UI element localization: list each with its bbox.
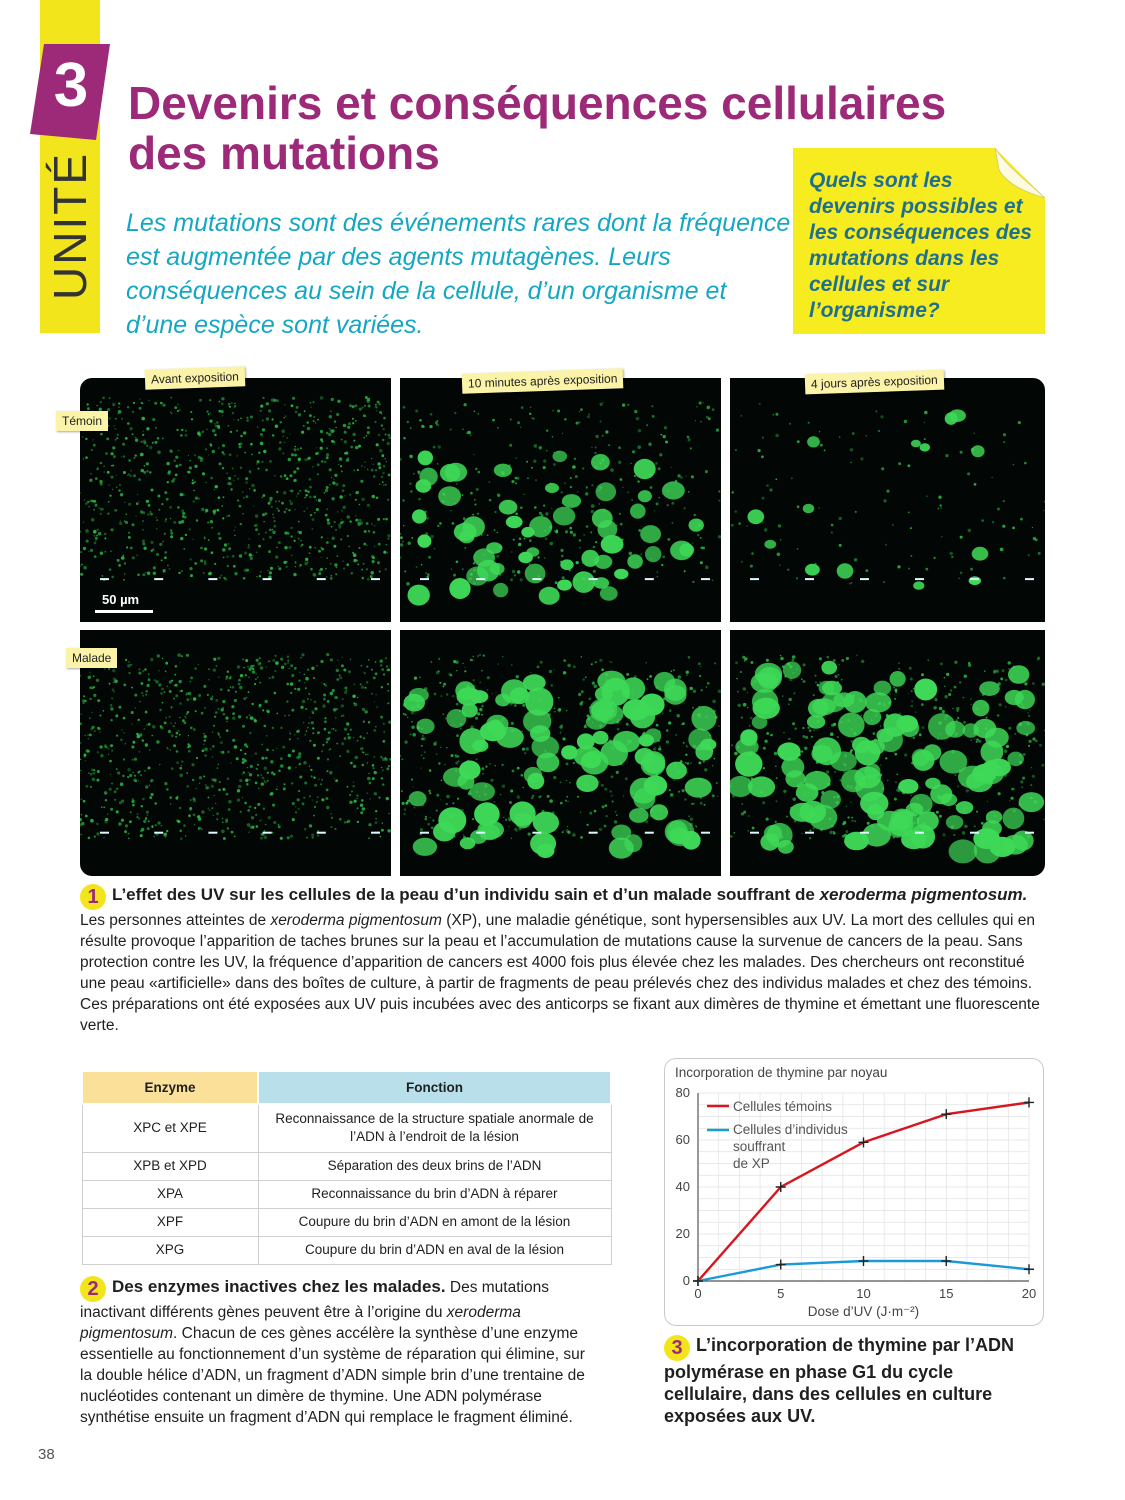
caption-1 bbox=[80, 884, 1040, 1036]
caption-2-number: 2 bbox=[80, 1276, 106, 1302]
caption-2-text-a: Des mutations inactivant différents gènes peuvent être à l’origine du bbox=[80, 1279, 549, 1321]
micrograph-texture bbox=[730, 378, 1045, 622]
table-cell-enzyme: XPA bbox=[82, 1180, 258, 1208]
data-point bbox=[859, 1137, 869, 1147]
caption-1-lead: L’effet des UV sur les cellules de la peau d’un individu sain et d’un malade souffrant de bbox=[112, 885, 820, 904]
micrograph-texture bbox=[400, 378, 721, 622]
table-header-enzyme: Enzyme bbox=[82, 1071, 258, 1104]
caption-1-text-b: (XP), une maladie génétique, sont hypersensibles aux UV. La mort des cellules qui en résulte provoque l’apparition de taches brunes sur la peau et l’accumulation de mutations cause la survenue de cancers de la peau. Sans protection contre les UV, la fréquence d’apparition de cancers est 4000 fois plus élevée chez les malades. Des chercheurs ont reconstitué une peau «artificielle» dans des boîtes de culture, à partir de fragments de peau prélevés chez des individus malades et chez des témoins. Ces préparations ont été exposées aux UV puis incubées avec des anticorps se fixant aux dimères de thymine et émettant une fluorescente verte. bbox=[80, 912, 1040, 1034]
x-tick-label: 5 bbox=[777, 1286, 785, 1301]
x-axis-label: Dose d’UV (J·m⁻²) bbox=[807, 1304, 920, 1319]
data-point bbox=[776, 1260, 786, 1270]
micrograph-texture bbox=[80, 378, 391, 622]
table-cell-enzyme: XPC et XPE bbox=[82, 1104, 258, 1152]
x-tick-label: 10 bbox=[856, 1286, 871, 1301]
scale-bar bbox=[95, 610, 153, 613]
chart-svg bbox=[665, 1059, 1045, 1327]
table-row bbox=[82, 1208, 611, 1236]
column-label-avant: Avant exposition bbox=[145, 366, 245, 389]
row-label-malade: Malade bbox=[66, 648, 117, 668]
table-row bbox=[82, 1180, 611, 1208]
column-label-10min: 10 minutes après exposition bbox=[462, 368, 624, 394]
x-tick-label: 15 bbox=[939, 1286, 954, 1301]
micrograph-malade-avant bbox=[80, 630, 391, 876]
question-box bbox=[793, 148, 1045, 334]
caption-2-text-a-italic: xeroderma pigmentosum bbox=[80, 1304, 521, 1342]
micrograph-texture bbox=[400, 630, 721, 876]
caption-1-text-a: Les personnes atteintes de bbox=[80, 912, 271, 929]
unit-number: 3 bbox=[53, 51, 89, 120]
question-text: Quels sont les devenirs possibles et les conséquences des mutations dans les cellules et sur l’organisme? bbox=[809, 169, 1032, 322]
scale-label: 50 µm bbox=[102, 592, 140, 607]
x-tick-label: 20 bbox=[1021, 1286, 1037, 1301]
intro-text: Les mutations sont des événements rares dont la fréquence est augmentée par des agents mutagènes. Leurs conséquences au sein de la cellule, d’un organisme et d’une espèce sont variées. bbox=[126, 209, 791, 339]
chart-title: Incorporation de thymine par noyau bbox=[675, 1065, 888, 1080]
page-title: Devenirs et conséquences cellulaires des mutations bbox=[128, 77, 947, 179]
caption-1-text-a-italic: xeroderma pigmentosum bbox=[270, 912, 442, 929]
table-row bbox=[82, 1236, 611, 1264]
data-point bbox=[1024, 1097, 1034, 1107]
legend-label-xp: Cellules d’individus souffrant de XP bbox=[733, 1122, 848, 1171]
y-tick-label: 40 bbox=[675, 1179, 690, 1194]
table-cell-enzyme: XPG bbox=[82, 1236, 258, 1264]
row-label-temoin: Témoin bbox=[56, 411, 108, 431]
x-tick-label: 0 bbox=[694, 1286, 702, 1301]
caption-2-text-b: . Chacun de ces gènes accélère la synthèse d’une enzyme essentielle au fonctionnement d’un système de réparation qui élimine, sur la double hélice d’ADN, un fragment d’ADN simple brin d’une trentaine de nucléotides contenant un dimère de thymine. Une ADN polymérase synthétise ensuite un fragment d’ADN qui remplace le fragment éliminé. bbox=[80, 1325, 585, 1426]
unit-label: UNITÉ bbox=[44, 152, 96, 300]
table-cell-fonction: Séparation des deux brins de l’ADN bbox=[258, 1152, 611, 1180]
table-row bbox=[82, 1152, 611, 1180]
table-row bbox=[82, 1104, 611, 1152]
caption-2-lead: Des enzymes inactives chez les malades. bbox=[112, 1277, 446, 1296]
table-cell-fonction: Coupure du brin d’ADN en amont de la lésion bbox=[258, 1208, 611, 1236]
micrograph-texture bbox=[80, 630, 391, 876]
caption-3-number: 3 bbox=[664, 1335, 690, 1361]
caption-1-lead-italic: xeroderma pigmentosum. bbox=[819, 885, 1028, 904]
y-tick-label: 0 bbox=[682, 1273, 690, 1288]
legend-label-temoins: Cellules témoins bbox=[733, 1099, 833, 1114]
y-tick-label: 60 bbox=[675, 1132, 690, 1147]
micrograph-temoin-4jours bbox=[730, 378, 1045, 622]
micrograph-figure bbox=[80, 376, 1045, 876]
table-header-fonction: Fonction bbox=[258, 1071, 611, 1104]
column-label-4jours: 4 jours après exposition bbox=[805, 370, 944, 395]
table-cell-enzyme: XPB et XPD bbox=[82, 1152, 258, 1180]
data-point bbox=[941, 1109, 951, 1119]
y-tick-label: 80 bbox=[675, 1085, 690, 1100]
micrograph-malade-10min bbox=[400, 630, 721, 876]
table-cell-fonction: Coupure du brin d’ADN en aval de la lésion bbox=[258, 1236, 611, 1264]
page-number: 38 bbox=[38, 1446, 55, 1463]
micrograph-texture bbox=[730, 630, 1045, 876]
caption-3 bbox=[664, 1334, 1024, 1427]
table-cell-fonction: Reconnaissance de la structure spatiale anormale de l’ADN à l’endroit de la lésion bbox=[258, 1104, 611, 1152]
micrograph-temoin-avant bbox=[80, 378, 391, 622]
micrograph-temoin-10min bbox=[400, 378, 721, 622]
y-tick-label: 20 bbox=[675, 1226, 690, 1241]
caption-3-text: L’incorporation de thymine par l’ADN polymérase en phase G1 du cycle cellulaire, dans des cellules en culture exposées aux UV. bbox=[664, 1335, 1015, 1426]
micrograph-malade-4jours bbox=[730, 630, 1045, 876]
thymine-chart bbox=[664, 1058, 1044, 1326]
caption-2 bbox=[80, 1276, 600, 1428]
table-cell-enzyme: XPF bbox=[82, 1208, 258, 1236]
enzyme-table bbox=[81, 1070, 612, 1265]
data-point bbox=[1024, 1264, 1034, 1274]
table-cell-fonction: Reconnaissance du brin d’ADN à réparer bbox=[258, 1180, 611, 1208]
caption-1-number: 1 bbox=[80, 884, 106, 910]
